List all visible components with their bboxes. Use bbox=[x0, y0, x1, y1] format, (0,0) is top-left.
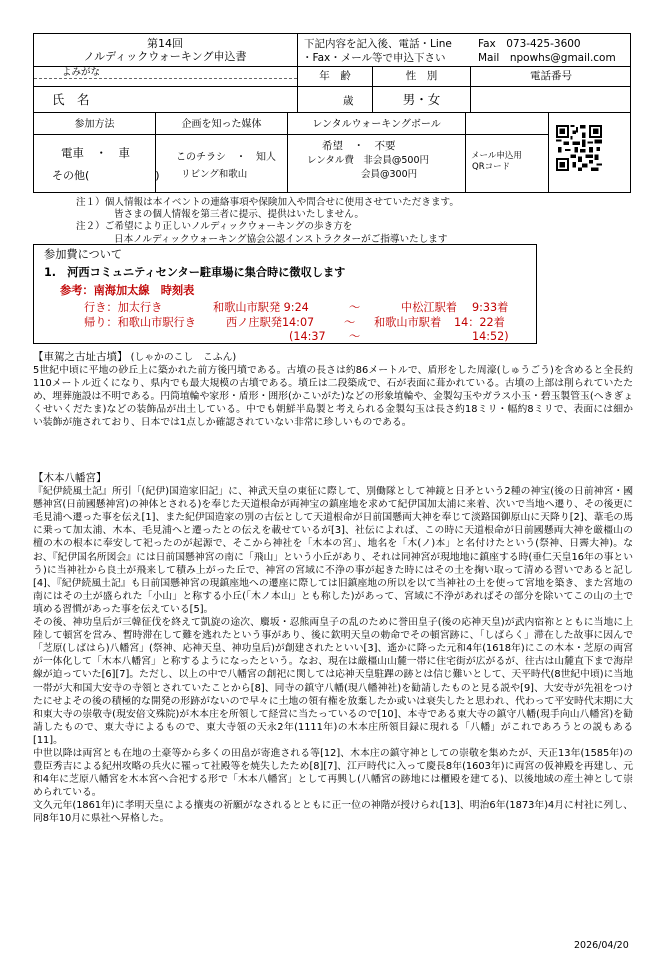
rental-label: レンタルウォーキングボール bbox=[312, 119, 441, 130]
kofun-heading: 【車駕之古址古墳】 bbox=[33, 351, 128, 363]
qr-label-line1: メール申込用 bbox=[471, 151, 522, 161]
mail-address: Mail npowhs@gmail.com bbox=[478, 52, 616, 64]
hachimangu-para1: 『紀伊続風土記』所引「(紀伊)国造家旧記」に、神武天皇の東征に際して、別働隊として神鏡と日矛という2種の神宝(後の日前神宮・國懸神宮(日前國懸神宮)の神体とされる)を奉じた天道根命が両神宝の鎮座地を求めて紀伊国加太浦に来着、次いで当地へ遷り、その後更に毛見浦へ遷った事を伝え[1]、また紀伊国造家の別の古伝として天道根命が日前国懸両大神を奉じて淡路国御原山に天降り[2]、葦毛の馬に乗って加太浦、木本、毛見浦へと遷ったとの伝えを載せているが[3]、社伝によれば、この時に天道根命が日前國懸両大神を厳橿山の檀の木の根本に奉安して祀ったのが起源で、そこから神社を「木本の宮」、地名を「木(ノ)本」と名付けたという(祭神、日霽大神)。なお、『紀伊国名所図会』には日前国懸神宮の南に「飛山」という小丘があり、それは同神宮が現地地に鎮座する時(垂仁天皇16年の事という)に当神社から良土が飛来して積み上がった丘で、神宮の宮域に不浄の事が起きた時にはその土を掬い取って清める習いであると記し[4]、『紀伊続風土記』も日前国懸神宮の現鎮座地への遷座に際しては旧鎮座地の所以を以て当神社の土を使って宮地を築き、また宮地の南にはその土が盛られた「小山」と称する小丘(「木ノ本山」とも称した)があって、宮域に不浄があればその部分を除いてこの山の土で填める習慣があった事を伝えている[5]。 bbox=[33, 486, 633, 615]
fax-number: Fax 073-425-3600 bbox=[478, 38, 581, 50]
source-living-wakayama: リビング和歌山 bbox=[181, 169, 248, 180]
fee-item1: 1. 河西コミュニティセンター駐車場に集合時に徴収します bbox=[44, 266, 346, 279]
source-label: 企画を知った媒体 bbox=[181, 119, 262, 130]
privacy-notes bbox=[76, 197, 459, 246]
fee-box bbox=[33, 244, 537, 344]
note1-line2: 皆さまの個人情報を第三者に提示、提供はいたしません。 bbox=[114, 209, 365, 221]
rental-options: 希望 ・ 不要 bbox=[322, 140, 396, 152]
participation-label: 参加方法 bbox=[74, 119, 115, 130]
outbound-departure: 和歌山市駅発 9:24 bbox=[213, 301, 309, 314]
outbound-separator: ～ bbox=[349, 301, 361, 314]
qr-label-line2: QRコード bbox=[472, 162, 511, 172]
hachimangu-para4: 文久元年(1861年)に孝明天皇による攘夷の祈願がなされるとともに正一位の神階が授けられ[13]、明治6年(1873年)4月に村社に列し、同8年10月に県社へ昇格した。 bbox=[33, 800, 633, 825]
alt-departure: (14:37 bbox=[289, 330, 326, 343]
age-unit: 歳 bbox=[343, 95, 354, 107]
age-label: 年 齢 bbox=[319, 70, 351, 82]
form-title: ノルディックウォーキング申込書 bbox=[83, 50, 247, 63]
transport-options: 電車 ・ 車 bbox=[61, 146, 130, 160]
outbound-arrival: 9:33着 bbox=[472, 301, 509, 314]
rental-fee-member: 会員@300円 bbox=[361, 169, 418, 180]
timetable-label: 参考：南海加太線 時刻表 bbox=[60, 284, 195, 297]
return-departure: 西ノ庄駅発14:07 bbox=[226, 316, 315, 329]
phone-label: 電話番号 bbox=[530, 70, 572, 82]
return-arrival: 14：22着 bbox=[454, 316, 505, 329]
note1-line1: 注１）個人情報は本イベントの連絡事項や保険加入や問合せに使用させていただきます。 bbox=[76, 197, 459, 208]
other-transport: その他( ) bbox=[52, 169, 160, 182]
source-options: このチラシ ・ 知人 bbox=[176, 152, 276, 163]
furigana-label: よみがな bbox=[62, 67, 101, 78]
kofun-reading: (しゃかのこし こふん) bbox=[130, 352, 237, 363]
gender-options: 男・女 bbox=[402, 92, 441, 107]
gender-label: 性 別 bbox=[405, 70, 438, 82]
return-direction: 帰り：和歌山市駅行き bbox=[84, 316, 196, 329]
hachimangu-para3: 中世以降は両宮とも在地の土豪等から多くの田畠が寄進される等[12]、木本庄の鎮守神としての崇敬を集めたが、天正13年(1585年)の豊臣秀吉による紀州攻略の兵火に罹って社殿等を焼失したため[8][7]、江戸時代に入って慶長8年(1603年)に両宮の仮神殿を再建し、元和4年に芝原八幡宮を木本宮へ合祀する形で「木本八幡宮」として再興し(八幡宮の跡地には櫃殿を建てる)、以後地域の産土神として崇められている。 bbox=[33, 747, 633, 799]
form-title-number: 第14回 bbox=[147, 37, 183, 50]
hachimangu-heading: 【木本八幡宮】 bbox=[33, 472, 107, 484]
alt-separator: ～ bbox=[349, 330, 361, 343]
kofun-body: 5世紀中頃に平地の砂丘上に築かれた前方後円墳である。古墳の長さは約86メートルで、盾形をした周濠(しゅうごう)を含めると全長約110メートル近くになり、県内でも最大規模の古墳である。墳丘は二段築成で、石が表面に葺かれている。古墳の上部は削られていたため、埋葬施設は不明である。円筒埴輪や家形・盾形・囲形(かこいがた)などの形象埴輪や、金製勾玉やガラス小玉・碧玉製管玉(へきぎょくせいくだたま)などの装飾品が出土している。中でも朝鮮半島製と考えられる金製勾玉は長さ約18ミリ・幅約8ミリで、表面には細かい装飾が施されており、日本では1点しか確認されていない非常に珍しいものである。 bbox=[33, 365, 633, 429]
return-destination: 和歌山市駅着 bbox=[374, 316, 442, 329]
note2-line1: 注２）ご希望により正しいノルディックウォーキングの歩き方を bbox=[76, 221, 353, 233]
kofun-section bbox=[33, 351, 633, 430]
instructions-line2: ・Fax・メール等で申込下さい bbox=[302, 52, 446, 64]
fee-heading: 参加費について bbox=[44, 248, 123, 261]
hachimangu-section bbox=[33, 472, 633, 826]
name-label: 氏 名 bbox=[52, 92, 90, 107]
instructions-line1: 下記内容を記入後、電話・Line bbox=[304, 38, 452, 50]
return-separator: ～ bbox=[344, 316, 356, 329]
qr-code[interactable] bbox=[556, 125, 602, 171]
hachimangu-para2: その後、神功皇后が三韓征伐を終えて凱旋の途次、麛坂・忍熊両皇子の乱のために誉田皇子(後の応神天皇)が武内宿祢とともに当地に上陸して頓宮を営み、暫時滞在して難を逃れたという事があり、後に欽明天皇の勅命でその頓宮跡に、「しばらく」滞在した故事に因んで「芝原(しばはら)八幡宮」(祭神、応神天皇、神功皇后)が創建されたといい[3]、遙かに降った元和4年(1618年)にこの木本・芝原の両宮が一体化して「木本八幡宮」と称するようになったという。なお、現在は厳橿山山麓一帯に住宅街が広がるが、往古は山麓直下まで海岸線が迫っていた[6][7]。ただし、以上の中で八幡宮の創祀に関しては応神天皇駐蹕の跡とは信じ難いとして、天平時代(8世紀中頃)に当地一帯が大和国大安寺の寺領とされていたことから[8]、同寺の鎮守八幡(現八幡神社)を勧請したものと見る説や[9]、大安寺が先祖をつけたにせよその後の積極的な開発の形跡がないので早々に土地の領有権を放棄したか或いは衰失したと思われ、代わって平安時代末期に大和東大寺の崇敬寺(現安倍文殊院)が木本庄を所領して経営に当たっているので[10]、本寺である東大寺の鎮守八幡(現手向山八幡宮)を勧請したもので、東大寺によるもので、東大寺領の天永2年(1111年)の木本庄所領目録に現れる「八幡」がこれであろうとの説もある[11]。 bbox=[33, 617, 633, 746]
note2-line2: 日本ノルディックウォーキング協会公認インストラクターがご指導いたします bbox=[114, 233, 448, 245]
document-date: 2026/04/20 bbox=[574, 940, 629, 951]
outbound-direction: 行き：加太行き bbox=[84, 301, 163, 314]
rental-fee-nonmember: レンタル費 非会員@500円 bbox=[307, 155, 430, 166]
alt-arrival: 14:52) bbox=[472, 330, 509, 343]
outbound-destination: 中松江駅着 bbox=[401, 301, 457, 314]
